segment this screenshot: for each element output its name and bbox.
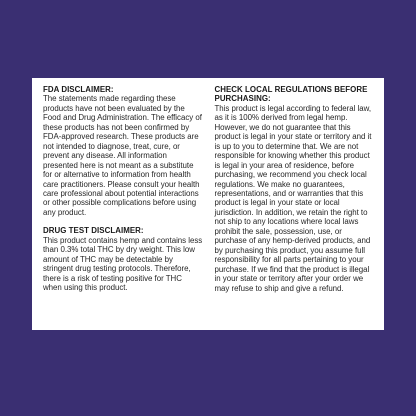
drug-test-disclaimer-text: This product contains hemp and contains less than 0.3% total THC by dry weight. This low amount of THC may be detectable by stringent drug testing protocols. Therefore, there is a risk of testing positive for THC when using this product.: [43, 235, 203, 293]
section-spacer: [43, 217, 203, 226]
disclaimer-card: [32, 78, 384, 330]
fda-disclaimer-heading: FDA DISCLAIMER:: [43, 85, 114, 94]
left-column: [43, 85, 203, 324]
local-regulations-heading: CHECK LOCAL REGULATIONS BEFORE PURCHASING:: [214, 85, 368, 104]
local-regulations-text: This product is legal according to federal law, as it is 100% derived from legal hemp. However, we do not guarantee that this product is legal in your state or territory and it is up to you to determine that. We are not responsible for knowing whether this product is legal in your area of residence, before purchasing, we recommend you check local regulations. We make no guarantees, representations, and or warranties that this product is legal in your state or local jurisdiction. In addition, we retain the right to not ship to any locations where local laws prohibit the sale, possession, use, or purchase of any hemp-derived products, and by purchasing this product, you assume full responsibility for all parts pertaining to your purchase. If we find that the product is illegal in your state or territory after your order we may refuse to ship and give a refund.: [214, 103, 372, 293]
right-column: [215, 85, 375, 324]
fda-disclaimer-text: The statements made regarding these products have not been evaluated by the Food and Drug Administration. The efficacy of these products has not been confirmed by FDA-approved research. These products are not intended to diagnose, treat, cure, or prevent any disease. All information presented here is not meant as a substitute for or alternative to information from health care practitioners. Please consult your health care professional about potential interactions or other possible complications before using any product.: [43, 94, 202, 217]
drug-test-disclaimer-heading: DRUG TEST DISCLAIMER:: [43, 226, 144, 236]
